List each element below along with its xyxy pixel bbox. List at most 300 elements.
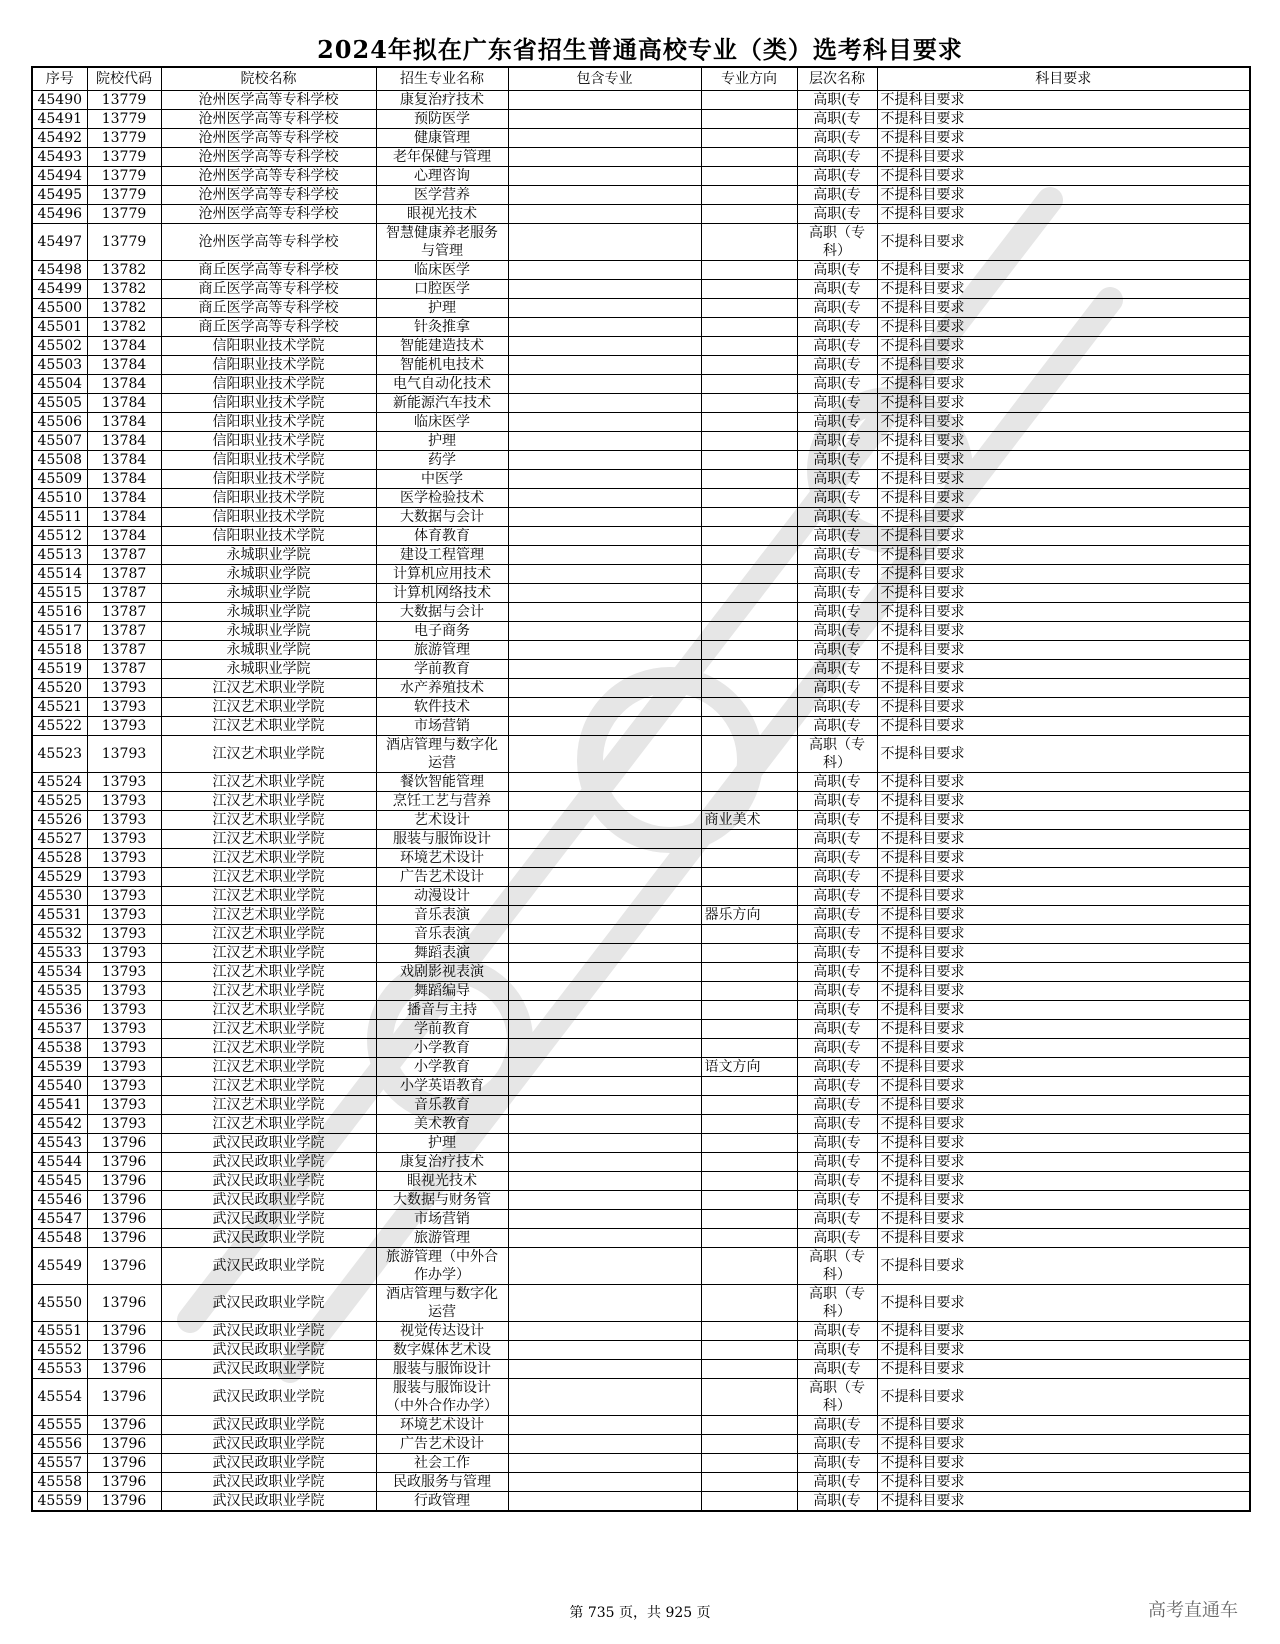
cell-serial: 45555 — [32, 1416, 87, 1435]
cell-serial: 45495 — [32, 186, 87, 205]
cell-major-name: 水产养殖技术 — [376, 679, 508, 698]
cell-major-name: 学前教育 — [376, 660, 508, 679]
cell-direction — [701, 1416, 797, 1435]
cell-direction — [701, 868, 797, 887]
cell-major-name: 健康管理 — [376, 129, 508, 148]
cell-level: 高职(专 — [797, 830, 877, 849]
table-row — [32, 565, 1250, 584]
cell-level: 高职(专 — [797, 773, 877, 792]
cell-school-code: 13793 — [87, 1058, 161, 1077]
cell-school-name: 商丘医学高等专科学校 — [161, 280, 376, 299]
cell-direction — [701, 565, 797, 584]
cell-direction — [701, 1322, 797, 1341]
cell-included-majors — [508, 773, 701, 792]
cell-school-code: 13784 — [87, 375, 161, 394]
cell-subject-requirement: 不提科目要求 — [877, 527, 1250, 546]
table-row — [32, 1360, 1250, 1379]
cell-serial: 45546 — [32, 1191, 87, 1210]
cell-subject-requirement: 不提科目要求 — [877, 887, 1250, 906]
cell-included-majors — [508, 1360, 701, 1379]
cell-serial: 45528 — [32, 849, 87, 868]
cell-serial: 45554 — [32, 1379, 87, 1416]
table-row — [32, 356, 1250, 375]
cell-serial: 45499 — [32, 280, 87, 299]
cell-major-name: 市场营销 — [376, 1210, 508, 1229]
cell-major-name: 民政服务与管理 — [376, 1473, 508, 1492]
table-row — [32, 129, 1250, 148]
cell-included-majors — [508, 622, 701, 641]
cell-subject-requirement: 不提科目要求 — [877, 1134, 1250, 1153]
cell-subject-requirement: 不提科目要求 — [877, 698, 1250, 717]
cell-major-name: 小学教育 — [376, 1058, 508, 1077]
cell-school-code: 13779 — [87, 205, 161, 224]
cell-subject-requirement: 不提科目要求 — [877, 1379, 1250, 1416]
cell-direction — [701, 508, 797, 527]
cell-major-name: 智慧健康养老服务与管理 — [376, 224, 508, 261]
cell-subject-requirement: 不提科目要求 — [877, 167, 1250, 186]
cell-major-name: 舞蹈表演 — [376, 944, 508, 963]
table-row — [32, 299, 1250, 318]
cell-direction — [701, 375, 797, 394]
cell-direction — [701, 698, 797, 717]
table-row — [32, 224, 1250, 261]
cell-school-name: 信阳职业技术学院 — [161, 489, 376, 508]
cell-included-majors — [508, 224, 701, 261]
cell-included-majors — [508, 1115, 701, 1134]
cell-subject-requirement: 不提科目要求 — [877, 546, 1250, 565]
cell-serial: 45556 — [32, 1435, 87, 1454]
cell-subject-requirement: 不提科目要求 — [877, 679, 1250, 698]
cell-subject-requirement: 不提科目要求 — [877, 318, 1250, 337]
cell-school-code: 13796 — [87, 1341, 161, 1360]
cell-direction — [701, 1248, 797, 1285]
cell-school-code: 13787 — [87, 584, 161, 603]
cell-level: 高职（专科） — [797, 1285, 877, 1322]
cell-included-majors — [508, 1039, 701, 1058]
table-row — [32, 527, 1250, 546]
table-row — [32, 1341, 1250, 1360]
cell-direction — [701, 660, 797, 679]
cell-major-name: 环境艺术设计 — [376, 849, 508, 868]
cell-serial: 45501 — [32, 318, 87, 337]
cell-school-name: 信阳职业技术学院 — [161, 508, 376, 527]
cell-major-name: 小学英语教育 — [376, 1077, 508, 1096]
cell-school-name: 江汉艺术职业学院 — [161, 811, 376, 830]
cell-included-majors — [508, 660, 701, 679]
cell-subject-requirement: 不提科目要求 — [877, 1153, 1250, 1172]
cell-level: 高职(专 — [797, 982, 877, 1001]
cell-school-code: 13782 — [87, 318, 161, 337]
cell-direction — [701, 1473, 797, 1492]
cell-level: 高职(专 — [797, 906, 877, 925]
header-direction: 专业方向 — [701, 67, 797, 91]
cell-level: 高职(专 — [797, 1191, 877, 1210]
table-row — [32, 1322, 1250, 1341]
cell-serial: 45490 — [32, 91, 87, 110]
cell-included-majors — [508, 394, 701, 413]
cell-major-name: 医学检验技术 — [376, 489, 508, 508]
cell-included-majors — [508, 205, 701, 224]
table-row — [32, 660, 1250, 679]
cell-school-name: 信阳职业技术学院 — [161, 451, 376, 470]
cell-major-name: 护理 — [376, 432, 508, 451]
cell-direction — [701, 622, 797, 641]
cell-included-majors — [508, 1473, 701, 1492]
cell-school-code: 13787 — [87, 603, 161, 622]
cell-major-name: 旅游管理（中外合作办学） — [376, 1248, 508, 1285]
cell-school-name: 信阳职业技术学院 — [161, 394, 376, 413]
cell-serial: 45553 — [32, 1360, 87, 1379]
table-row — [32, 167, 1250, 186]
cell-major-name: 酒店管理与数字化运营 — [376, 1285, 508, 1322]
table-row — [32, 489, 1250, 508]
cell-level: 高职(专 — [797, 280, 877, 299]
cell-included-majors — [508, 1454, 701, 1473]
cell-serial: 45530 — [32, 887, 87, 906]
cell-serial: 45552 — [32, 1341, 87, 1360]
cell-school-code: 13793 — [87, 906, 161, 925]
cell-included-majors — [508, 375, 701, 394]
cell-subject-requirement: 不提科目要求 — [877, 1115, 1250, 1134]
cell-included-majors — [508, 148, 701, 167]
table-row — [32, 1115, 1250, 1134]
cell-major-name: 环境艺术设计 — [376, 1416, 508, 1435]
cell-school-code: 13796 — [87, 1210, 161, 1229]
cell-direction — [701, 792, 797, 811]
cell-school-code: 13793 — [87, 792, 161, 811]
cell-included-majors — [508, 963, 701, 982]
cell-included-majors — [508, 830, 701, 849]
cell-serial: 45533 — [32, 944, 87, 963]
cell-school-name: 江汉艺术职业学院 — [161, 1020, 376, 1039]
table-row — [32, 717, 1250, 736]
cell-direction — [701, 186, 797, 205]
cell-included-majors — [508, 698, 701, 717]
cell-school-name: 武汉民政职业学院 — [161, 1229, 376, 1248]
header-school-name: 院校名称 — [161, 67, 376, 91]
cell-serial: 45524 — [32, 773, 87, 792]
cell-level: 高职(专 — [797, 1492, 877, 1512]
cell-serial: 45500 — [32, 299, 87, 318]
cell-subject-requirement: 不提科目要求 — [877, 1341, 1250, 1360]
header-level: 层次名称 — [797, 67, 877, 91]
cell-direction — [701, 356, 797, 375]
cell-level: 高职(专 — [797, 944, 877, 963]
cell-school-code: 13796 — [87, 1229, 161, 1248]
cell-subject-requirement: 不提科目要求 — [877, 622, 1250, 641]
cell-subject-requirement: 不提科目要求 — [877, 1077, 1250, 1096]
cell-school-name: 永城职业学院 — [161, 546, 376, 565]
cell-included-majors — [508, 641, 701, 660]
cell-serial: 45551 — [32, 1322, 87, 1341]
cell-subject-requirement: 不提科目要求 — [877, 773, 1250, 792]
cell-school-code: 13793 — [87, 698, 161, 717]
cell-included-majors — [508, 356, 701, 375]
cell-serial: 45522 — [32, 717, 87, 736]
cell-direction: 语文方向 — [701, 1058, 797, 1077]
cell-direction — [701, 167, 797, 186]
table-row — [32, 773, 1250, 792]
cell-level: 高职(专 — [797, 811, 877, 830]
cell-level: 高职(专 — [797, 110, 877, 129]
cell-school-code: 13779 — [87, 129, 161, 148]
cell-direction — [701, 205, 797, 224]
cell-school-name: 江汉艺术职业学院 — [161, 849, 376, 868]
cell-major-name: 临床医学 — [376, 413, 508, 432]
cell-direction — [701, 224, 797, 261]
cell-school-name: 武汉民政职业学院 — [161, 1153, 376, 1172]
cell-level: 高职(专 — [797, 1454, 877, 1473]
cell-included-majors — [508, 565, 701, 584]
cell-school-code: 13779 — [87, 148, 161, 167]
cell-school-name: 永城职业学院 — [161, 565, 376, 584]
cell-school-name: 沧州医学高等专科学校 — [161, 91, 376, 110]
cell-direction — [701, 849, 797, 868]
cell-level: 高职（专科） — [797, 224, 877, 261]
cell-school-code: 13793 — [87, 1039, 161, 1058]
cell-direction — [701, 1115, 797, 1134]
cell-included-majors — [508, 470, 701, 489]
cell-subject-requirement: 不提科目要求 — [877, 1191, 1250, 1210]
cell-school-code: 13796 — [87, 1454, 161, 1473]
cell-major-name: 医学营养 — [376, 186, 508, 205]
cell-subject-requirement: 不提科目要求 — [877, 261, 1250, 280]
cell-serial: 45536 — [32, 1001, 87, 1020]
cell-school-name: 武汉民政职业学院 — [161, 1379, 376, 1416]
cell-subject-requirement: 不提科目要求 — [877, 792, 1250, 811]
cell-level: 高职(专 — [797, 337, 877, 356]
cell-included-majors — [508, 1285, 701, 1322]
cell-subject-requirement: 不提科目要求 — [877, 489, 1250, 508]
cell-direction — [701, 736, 797, 773]
cell-school-code: 13796 — [87, 1191, 161, 1210]
cell-level: 高职(专 — [797, 527, 877, 546]
cell-school-name: 武汉民政职业学院 — [161, 1473, 376, 1492]
cell-school-name: 永城职业学院 — [161, 660, 376, 679]
cell-direction — [701, 1172, 797, 1191]
cell-direction — [701, 773, 797, 792]
cell-direction — [701, 1285, 797, 1322]
cell-subject-requirement: 不提科目要求 — [877, 736, 1250, 773]
header-school-code: 院校代码 — [87, 67, 161, 91]
cell-major-name: 动漫设计 — [376, 887, 508, 906]
page-title: 2024年拟在广东省招生普通高校专业（类）选考科目要求 — [317, 35, 963, 64]
header-serial: 序号 — [32, 67, 87, 91]
cell-major-name: 旅游管理 — [376, 1229, 508, 1248]
cell-serial: 45509 — [32, 470, 87, 489]
cell-school-name: 信阳职业技术学院 — [161, 527, 376, 546]
cell-level: 高职(专 — [797, 1229, 877, 1248]
cell-level: 高职(专 — [797, 603, 877, 622]
cell-subject-requirement: 不提科目要求 — [877, 280, 1250, 299]
cell-subject-requirement: 不提科目要求 — [877, 186, 1250, 205]
table-row — [32, 1416, 1250, 1435]
cell-major-name: 艺术设计 — [376, 811, 508, 830]
table-row — [32, 1001, 1250, 1020]
cell-direction — [701, 413, 797, 432]
cell-subject-requirement: 不提科目要求 — [877, 1248, 1250, 1285]
cell-direction — [701, 1096, 797, 1115]
cell-school-name: 江汉艺术职业学院 — [161, 963, 376, 982]
cell-school-code: 13793 — [87, 679, 161, 698]
cell-level: 高职（专科） — [797, 736, 877, 773]
cell-serial: 45496 — [32, 205, 87, 224]
cell-included-majors — [508, 413, 701, 432]
cell-level: 高职(专 — [797, 299, 877, 318]
cell-school-name: 武汉民政职业学院 — [161, 1492, 376, 1512]
table-row — [32, 1077, 1250, 1096]
cell-subject-requirement: 不提科目要求 — [877, 925, 1250, 944]
cell-school-code: 13793 — [87, 811, 161, 830]
cell-school-name: 永城职业学院 — [161, 584, 376, 603]
cell-level: 高职(专 — [797, 167, 877, 186]
header-included-majors: 包含专业 — [508, 67, 701, 91]
cell-school-code: 13793 — [87, 1115, 161, 1134]
cell-major-name: 新能源汽车技术 — [376, 394, 508, 413]
cell-subject-requirement: 不提科目要求 — [877, 1360, 1250, 1379]
cell-direction — [701, 1435, 797, 1454]
cell-direction — [701, 1492, 797, 1512]
cell-serial: 45506 — [32, 413, 87, 432]
table-row — [32, 318, 1250, 337]
cell-level: 高职(专 — [797, 698, 877, 717]
cell-school-code: 13784 — [87, 337, 161, 356]
cell-major-name: 护理 — [376, 299, 508, 318]
cell-subject-requirement: 不提科目要求 — [877, 1001, 1250, 1020]
table-row — [32, 546, 1250, 565]
cell-school-name: 江汉艺术职业学院 — [161, 736, 376, 773]
cell-school-code: 13796 — [87, 1416, 161, 1435]
cell-level: 高职(专 — [797, 1360, 877, 1379]
cell-level: 高职(专 — [797, 1322, 877, 1341]
cell-direction — [701, 129, 797, 148]
cell-subject-requirement: 不提科目要求 — [877, 963, 1250, 982]
cell-direction — [701, 1134, 797, 1153]
cell-school-name: 信阳职业技术学院 — [161, 470, 376, 489]
table-row — [32, 470, 1250, 489]
cell-school-name: 信阳职业技术学院 — [161, 413, 376, 432]
cell-subject-requirement: 不提科目要求 — [877, 717, 1250, 736]
cell-school-code: 13784 — [87, 470, 161, 489]
table-row — [32, 1134, 1250, 1153]
table-row — [32, 584, 1250, 603]
cell-serial: 45526 — [32, 811, 87, 830]
cell-level: 高职(专 — [797, 868, 877, 887]
cell-school-name: 永城职业学院 — [161, 603, 376, 622]
cell-school-name: 江汉艺术职业学院 — [161, 925, 376, 944]
cell-school-name: 沧州医学高等专科学校 — [161, 167, 376, 186]
cell-school-code: 13782 — [87, 299, 161, 318]
cell-subject-requirement: 不提科目要求 — [877, 91, 1250, 110]
table-row — [32, 622, 1250, 641]
cell-serial: 45534 — [32, 963, 87, 982]
cell-serial: 45512 — [32, 527, 87, 546]
table-row — [32, 148, 1250, 167]
cell-major-name: 餐饮智能管理 — [376, 773, 508, 792]
table-row — [32, 792, 1250, 811]
cell-level: 高职(专 — [797, 849, 877, 868]
cell-major-name: 计算机网络技术 — [376, 584, 508, 603]
cell-subject-requirement: 不提科目要求 — [877, 565, 1250, 584]
cell-major-name: 广告艺术设计 — [376, 868, 508, 887]
cell-major-name: 电气自动化技术 — [376, 375, 508, 394]
cell-direction — [701, 1229, 797, 1248]
table-row — [32, 887, 1250, 906]
cell-direction — [701, 337, 797, 356]
cell-major-name: 大数据与财务管 — [376, 1191, 508, 1210]
cell-included-majors — [508, 868, 701, 887]
cell-direction — [701, 148, 797, 167]
cell-level: 高职(专 — [797, 508, 877, 527]
cell-direction — [701, 527, 797, 546]
cell-major-name: 眼视光技术 — [376, 205, 508, 224]
cell-serial: 45544 — [32, 1153, 87, 1172]
cell-serial: 45515 — [32, 584, 87, 603]
requirements-table — [31, 66, 1251, 1512]
cell-subject-requirement: 不提科目要求 — [877, 1416, 1250, 1435]
cell-level: 高职(专 — [797, 1172, 877, 1191]
cell-major-name: 行政管理 — [376, 1492, 508, 1512]
cell-included-majors — [508, 1077, 701, 1096]
cell-school-name: 信阳职业技术学院 — [161, 356, 376, 375]
table-row — [32, 1229, 1250, 1248]
cell-school-code: 13784 — [87, 451, 161, 470]
cell-direction — [701, 1039, 797, 1058]
cell-school-code: 13793 — [87, 830, 161, 849]
table-row — [32, 963, 1250, 982]
cell-school-name: 武汉民政职业学院 — [161, 1322, 376, 1341]
cell-level: 高职(专 — [797, 622, 877, 641]
cell-school-name: 沧州医学高等专科学校 — [161, 224, 376, 261]
cell-level: 高职(专 — [797, 1435, 877, 1454]
cell-school-name: 江汉艺术职业学院 — [161, 1096, 376, 1115]
cell-included-majors — [508, 546, 701, 565]
cell-school-code: 13796 — [87, 1172, 161, 1191]
table-row — [32, 1285, 1250, 1322]
cell-school-name: 江汉艺术职业学院 — [161, 830, 376, 849]
cell-serial: 45558 — [32, 1473, 87, 1492]
cell-major-name: 服装与服饰设计（中外合作办学） — [376, 1379, 508, 1416]
cell-school-code: 13793 — [87, 773, 161, 792]
cell-school-code: 13779 — [87, 186, 161, 205]
cell-school-name: 武汉民政职业学院 — [161, 1172, 376, 1191]
cell-serial: 45532 — [32, 925, 87, 944]
cell-level: 高职(专 — [797, 470, 877, 489]
cell-subject-requirement: 不提科目要求 — [877, 1322, 1250, 1341]
cell-direction — [701, 717, 797, 736]
cell-included-majors — [508, 527, 701, 546]
cell-included-majors — [508, 925, 701, 944]
cell-school-name: 武汉民政职业学院 — [161, 1285, 376, 1322]
cell-serial: 45508 — [32, 451, 87, 470]
cell-serial: 45493 — [32, 148, 87, 167]
cell-school-code: 13796 — [87, 1134, 161, 1153]
table-row — [32, 1172, 1250, 1191]
cell-subject-requirement: 不提科目要求 — [877, 451, 1250, 470]
cell-level: 高职(专 — [797, 1039, 877, 1058]
cell-subject-requirement: 不提科目要求 — [877, 603, 1250, 622]
cell-included-majors — [508, 261, 701, 280]
cell-subject-requirement: 不提科目要求 — [877, 830, 1250, 849]
cell-school-code: 13793 — [87, 736, 161, 773]
cell-school-code: 13787 — [87, 565, 161, 584]
cell-school-name: 武汉民政职业学院 — [161, 1416, 376, 1435]
cell-school-code: 13784 — [87, 489, 161, 508]
cell-serial: 45521 — [32, 698, 87, 717]
cell-school-code: 13779 — [87, 110, 161, 129]
table-row — [32, 375, 1250, 394]
cell-major-name: 大数据与会计 — [376, 603, 508, 622]
